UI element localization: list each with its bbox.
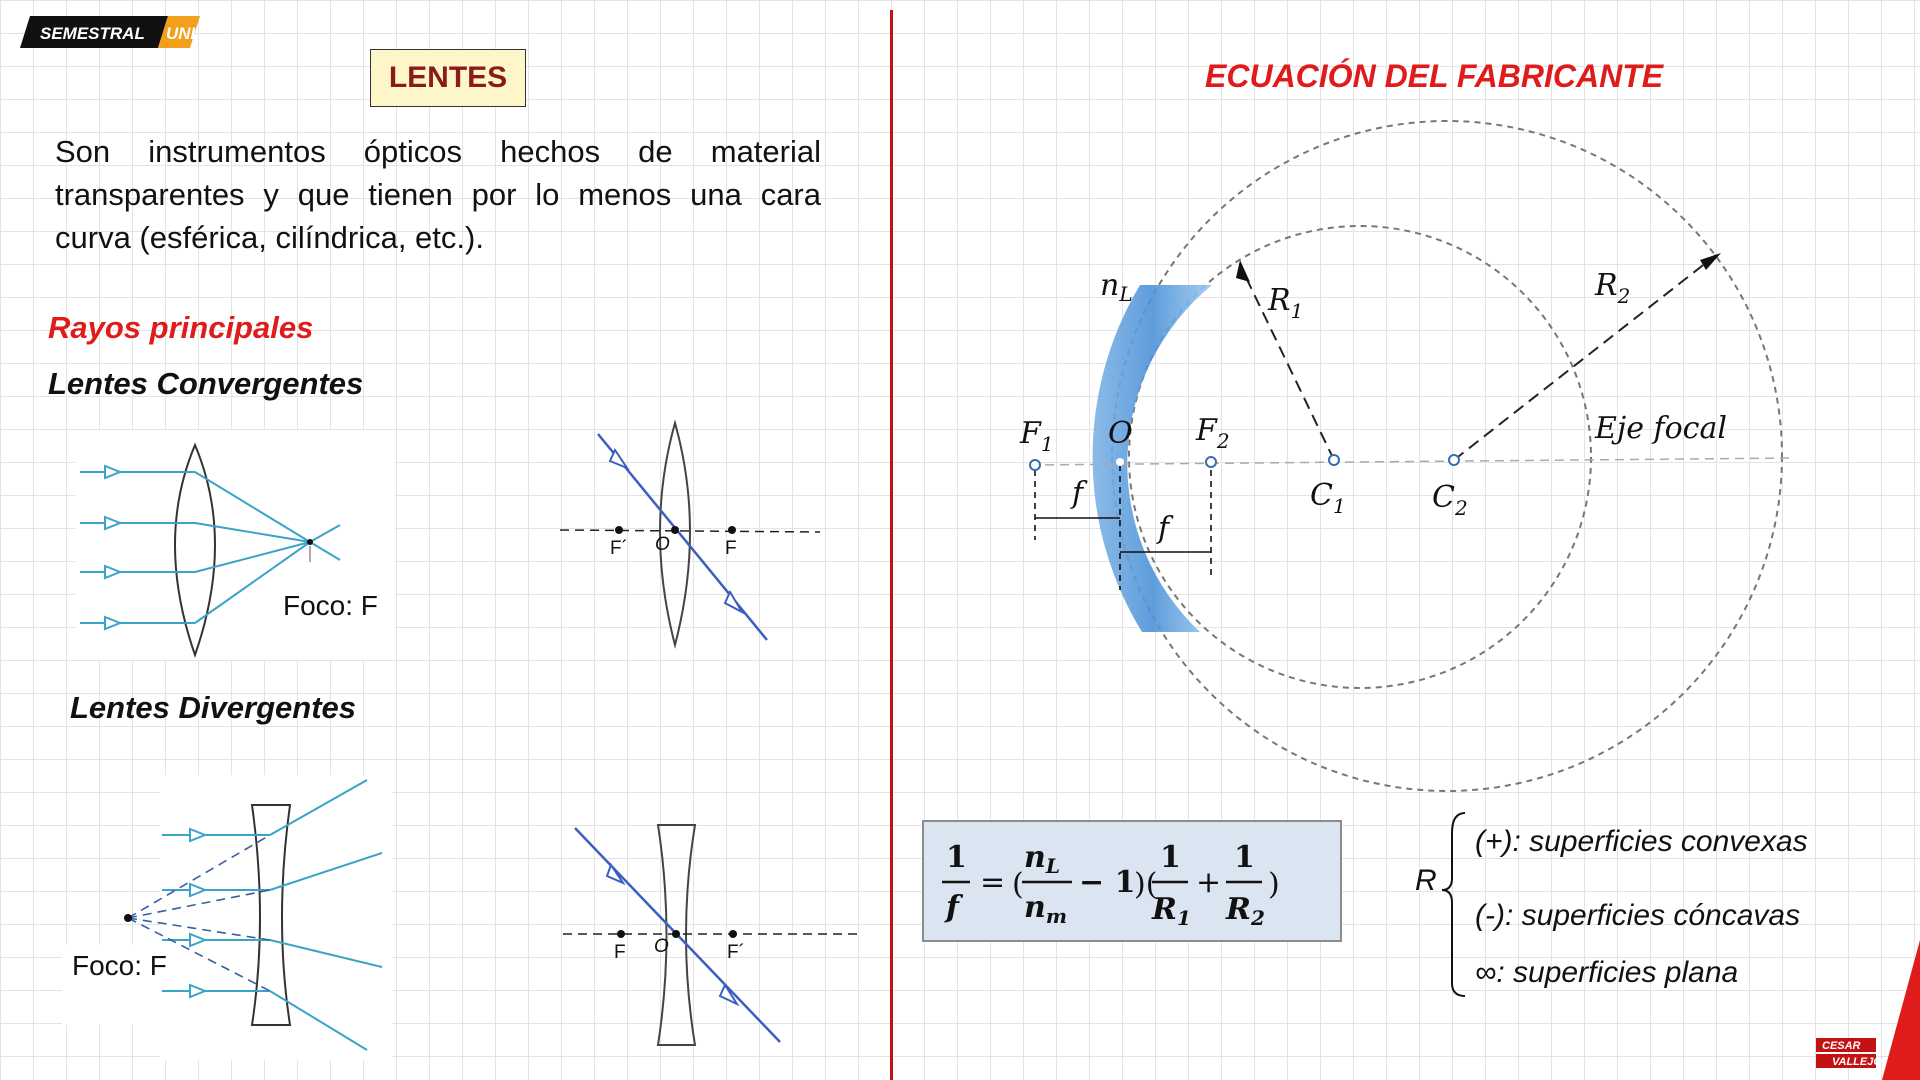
svg-text:1: 1: [1234, 840, 1255, 875]
svg-text:=: =: [980, 865, 1006, 900]
logo-text-uni: UNI: [166, 24, 196, 43]
focal-axis: [1030, 458, 1795, 465]
corner-logo-line2: VALLEJO: [1832, 1056, 1882, 1068]
svg-text:nL: $n_L$: [1024, 840, 1060, 878]
r1-label: R: [1268, 283, 1291, 318]
lensmaker-formula: [924, 822, 1344, 944]
meniscus-lens: [1093, 285, 1212, 632]
svg-text:)(: )(: [1134, 867, 1158, 902]
corner-logo-line1: CESAR: [1822, 1040, 1861, 1052]
nl-label: n: [1100, 268, 1120, 303]
page-title: LENTES: [370, 49, 526, 107]
diverging-lens-central-ray-diagram: [555, 820, 865, 1055]
concave-sign: (-): superficies cóncavas: [1475, 899, 1801, 932]
corner-decoration: [1812, 930, 1920, 1080]
svg-text:F1: $F_1$: [1020, 416, 1054, 456]
foco-conv-label: Foco: F: [283, 590, 378, 621]
divergentes-heading: Lentes Divergentes: [70, 690, 356, 725]
svg-text:f: f: [946, 890, 959, 925]
r-brace-label: R: [1415, 864, 1437, 897]
f-distance-label-1: f: [1072, 476, 1084, 511]
lensmaker-diagram: [1000, 110, 1820, 800]
sign-convention: [1410, 808, 1850, 998]
o-label: O: [1108, 416, 1133, 451]
plane-sign: ∞: superficies plana: [1475, 956, 1739, 989]
svg-text:− 1: − 1: [1079, 865, 1136, 900]
rayos-principales-heading: Rayos principales: [48, 310, 314, 345]
f-distance-label-2: f: [1158, 511, 1170, 546]
conv-f-label: F: [725, 538, 737, 559]
svg-text:(: (: [1012, 867, 1024, 902]
intro-paragraph: Son instrumentos ópticos hechos de material transparentes y que tienen por lo menos una cara curva (esférica, cilíndrica, etc.).: [55, 134, 821, 255]
svg-text:nL: $n_L$: [1100, 268, 1133, 306]
foco-div-label: Foco: F: [72, 950, 167, 981]
lensmaker-formula-box: [922, 820, 1342, 942]
r2-circle: [1112, 121, 1782, 791]
svg-text:R1: $R_1$: [1152, 892, 1191, 930]
c1-label: C: [1310, 478, 1333, 513]
svg-text:1: 1: [1160, 840, 1181, 875]
diverging-lens-rays-diagram: [62, 775, 392, 1060]
svg-text:+: +: [1196, 865, 1222, 900]
div-fprime-label: F´: [727, 942, 745, 963]
svg-text:nm: $n_m$: [1024, 890, 1067, 928]
svg-text:): ): [1268, 867, 1280, 902]
converging-lens-central-ray-diagram: [555, 420, 835, 650]
conv-o-label: O: [655, 534, 670, 555]
c2-label: C: [1432, 480, 1455, 515]
div-o-label: O: [654, 936, 669, 957]
conv-fprime-label: F´: [610, 538, 628, 559]
convex-sign: (+): superficies convexas: [1475, 825, 1808, 858]
brace: [1442, 813, 1465, 996]
svg-text:R2: $R_2$: [1595, 268, 1631, 308]
vertical-divider: [890, 10, 893, 1080]
svg-text:C2: $C_2$: [1432, 480, 1468, 520]
svg-text:1: 1: [946, 840, 967, 875]
convergentes-heading: Lentes Convergentes: [48, 366, 364, 401]
semestral-uni-logo: [20, 16, 200, 48]
svg-text:R2: $R_2$: [1226, 892, 1265, 930]
converging-lens-rays-diagram: [75, 430, 395, 660]
r2-label: R: [1595, 268, 1618, 303]
f1-label: F: [1020, 416, 1041, 451]
div-f-label: F: [614, 942, 626, 963]
logo-text-semestral: SEMESTRAL: [40, 24, 145, 43]
ecuacion-title: ECUACIÓN DEL FABRICANTE: [1205, 58, 1664, 94]
f2-label: F: [1196, 413, 1217, 448]
eje-focal-label: Eje focal: [1595, 411, 1727, 446]
svg-text:F2: $F_2$: [1196, 413, 1230, 453]
svg-text:R1: $R_1$: [1268, 283, 1304, 323]
svg-text:C1: $C_1$: [1310, 478, 1346, 518]
